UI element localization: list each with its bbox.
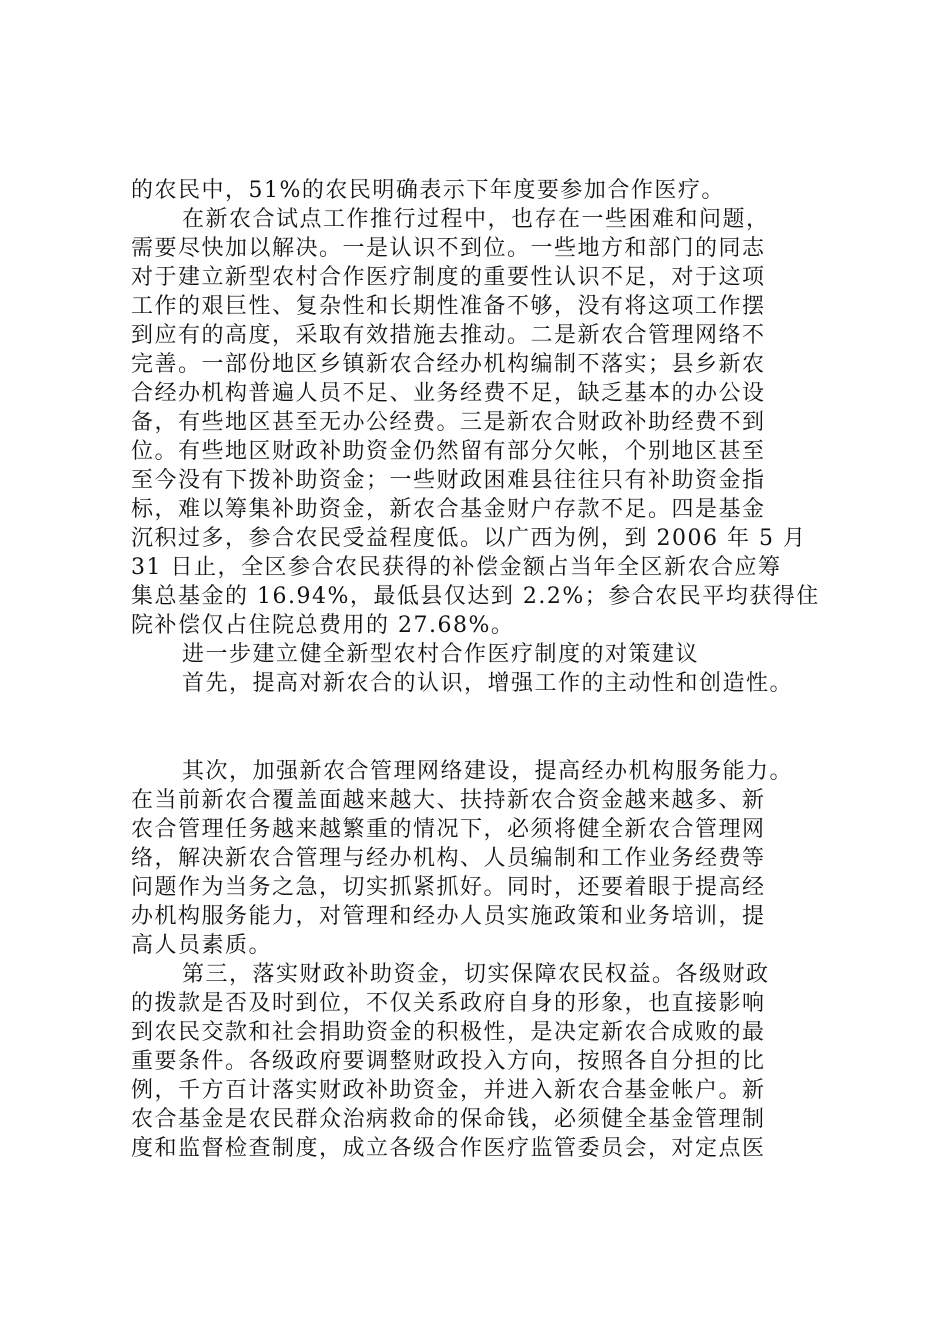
text-line: 至今没有下拨补助资金；一些财政困难县往往只有补助资金指 [131,468,766,493]
text-line: 第三，落实财政补助资金，切实保障农民权益。各级财政 [182,962,770,987]
text-line: 进一步建立健全新型农村合作医疗制度的对策建议 [182,642,700,667]
text-line: 工作的艰巨性、复杂性和长期性准备不够，没有将这项工作摆 [131,294,766,319]
text-line: 在新农合试点工作推行过程中，也存在一些困难和问题， [182,207,770,232]
text-line: 重要条件。各级政府要调整财政投入方向，按照各自分担的比 [131,1049,766,1074]
text-line: 位。有些地区财政补助资金仍然留有部分欠帐，个别地区甚至 [131,439,766,464]
text-line: 的农民中，51%的农民明确表示下年度要参加合作医疗。 [131,178,725,203]
text-line: 集总基金的 16.94%，最低县仅达到 2.2%；参合农民平均获得住 [131,584,820,609]
text-line: 问题作为当务之急，切实抓紧抓好。同时，还要着眼于提高经 [131,875,766,900]
text-line: 到应有的高度，采取有效措施去推动。二是新农合管理网络不 [131,323,766,348]
text-line: 沉积过多，参合农民受益程度低。以广西为例，到 2006 年 5 月 [131,526,807,551]
body-text-section-2 [131,757,851,1163]
text-line: 其次，加强新农合管理网络建设，提高经办机构服务能力。 [182,759,794,784]
text-line: 的拨款是否及时到位，不仅关系政府自身的形象，也直接影响 [131,991,766,1016]
text-line: 31 日止，全区参合农民获得的补偿金额占当年全区新农合应筹 [131,555,782,580]
text-line: 完善。一部份地区乡镇新农合经办机构编制不落实；县乡新农 [131,352,766,377]
text-line: 农合管理任务越来越繁重的情况下，必须将健全新农合管理网 [131,817,766,842]
text-line: 对于建立新型农村合作医疗制度的重要性认识不足，对于这项 [131,265,766,290]
text-line: 合经办机构普遍人员不足、业务经费不足，缺乏基本的办公设 [131,381,766,406]
text-line: 度和监督检查制度，成立各级合作医疗监管委员会，对定点医 [131,1136,766,1161]
text-line: 院补偿仅占住院总费用的 27.68%。 [131,613,515,638]
text-line: 例，千方百计落实财政补助资金，并进入新农合基金帐户。新 [131,1078,766,1103]
text-line: 办机构服务能力，对管理和经办人员实施政策和业务培训，提 [131,904,766,929]
text-line: 标，难以筹集补助资金，新农合基金财户存款不足。四是基金 [131,497,766,522]
text-line: 在当前新农合覆盖面越来越大、扶持新农合资金越来越多、新 [131,788,766,813]
text-line: 农合基金是农民群众治病救命的保命钱，必须健全基金管理制 [131,1107,766,1132]
text-line: 需要尽快加以解决。一是认识不到位。一些地方和部门的同志 [131,236,766,261]
text-line: 备，有些地区甚至无办公经费。三是新农合财政补助经费不到 [131,410,766,435]
text-line: 到农民交款和社会捐助资金的积极性，是决定新农合成败的最 [131,1020,766,1045]
body-text-section-1 [131,176,851,698]
text-line: 络，解决新农合管理与经办机构、人员编制和工作业务经费等 [131,846,766,871]
text-line: 高人员素质。 [131,933,273,958]
text-line: 首先，提高对新农合的认识，增强工作的主动性和创造性。 [182,671,794,696]
